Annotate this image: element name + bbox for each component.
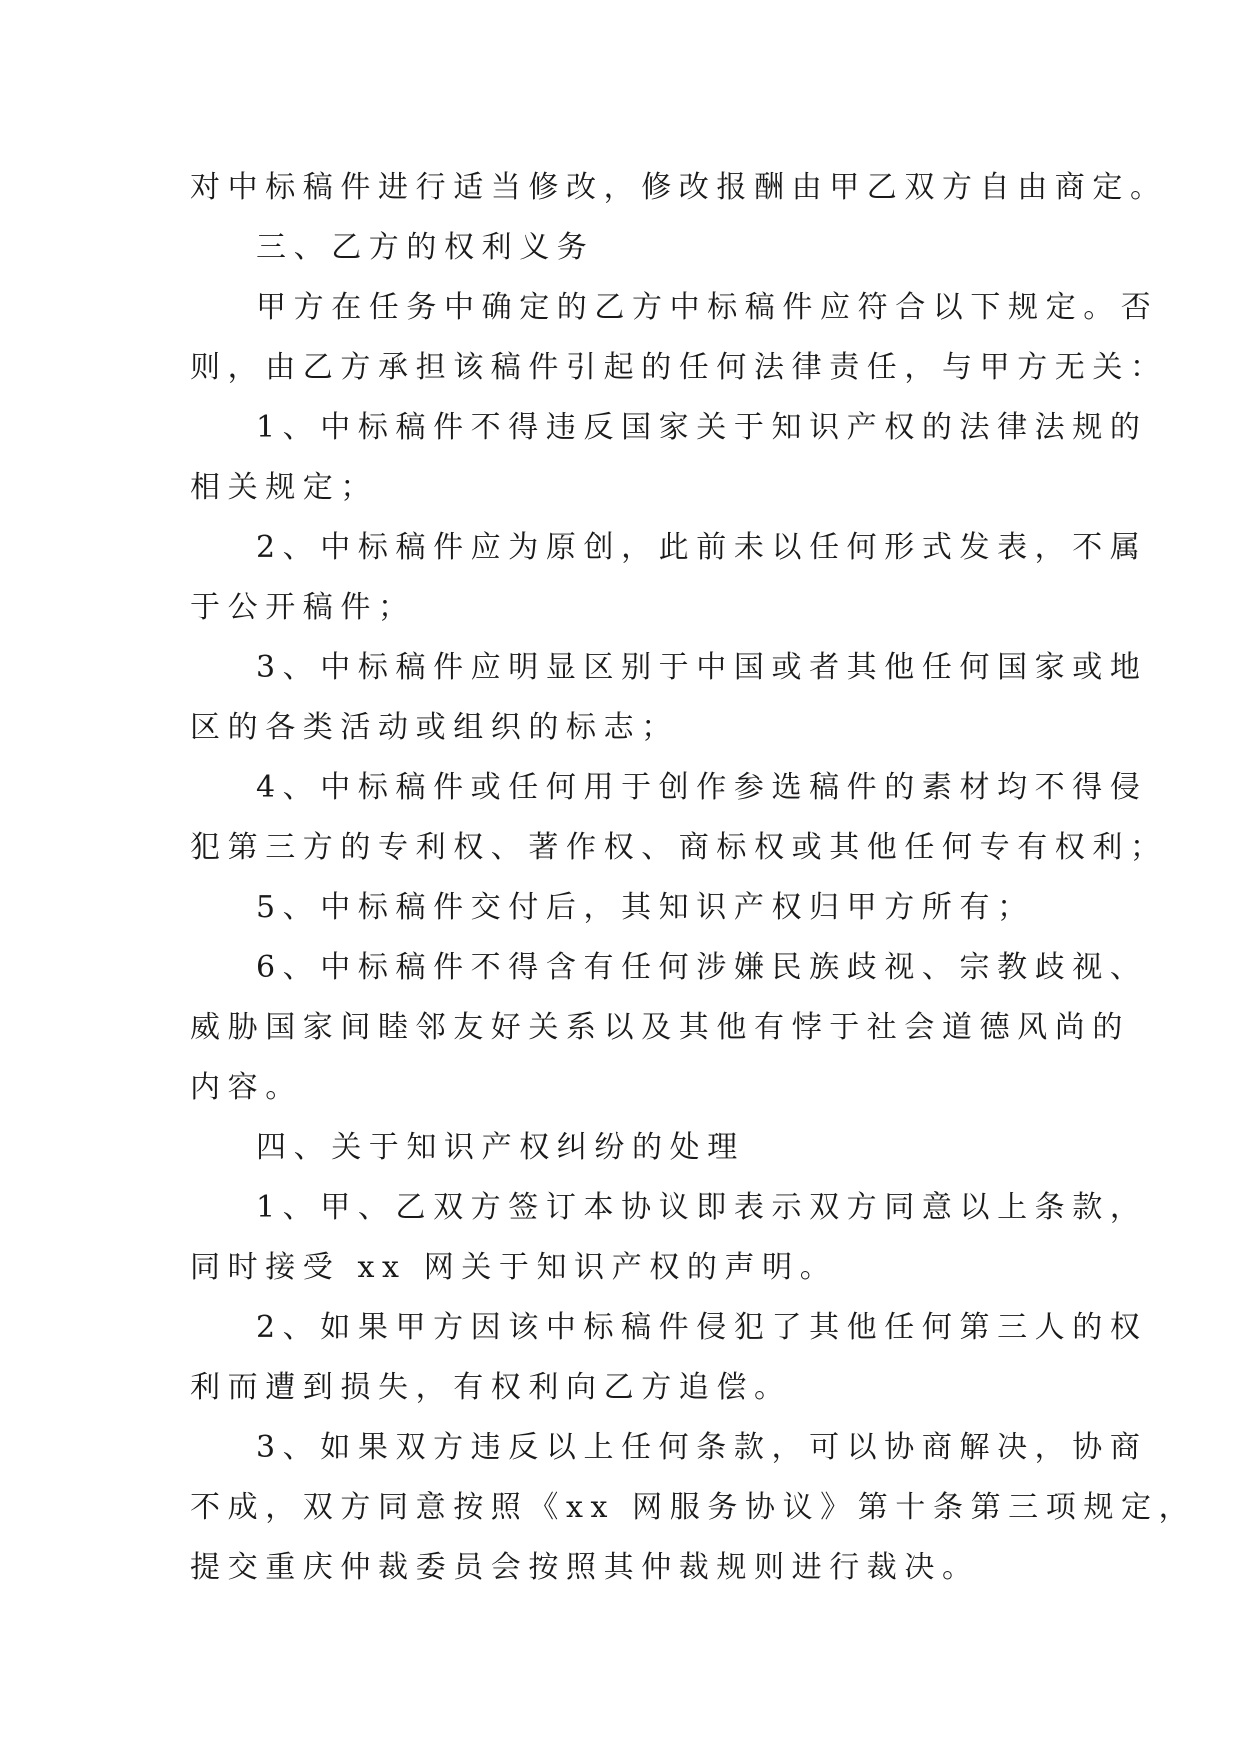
paragraph-line: 甲方在任务中确定的乙方中标稿件应符合以下规定。否 [256, 290, 1159, 325]
list-item-line: 区的各类活动或组织的标志； [190, 710, 679, 745]
paragraph-line: 对中标稿件进行适当修改，修改报酬由甲乙双方自由商定。 [190, 170, 1168, 205]
section-heading: 四、关于知识产权纠纷的处理 [256, 1130, 745, 1165]
list-item-line: 3、如果双方违反以上任何条款，可以协商解决，协商 [256, 1430, 1148, 1465]
list-item-line: 1、甲、乙双方签订本协议即表示双方同意以上条款， [256, 1190, 1148, 1225]
list-item-line: 2、如果甲方因该中标稿件侵犯了其他任何第三人的权 [256, 1310, 1148, 1345]
list-item-line: 威胁国家间睦邻友好关系以及其他有悖于社会道德风尚的 [190, 1010, 1130, 1045]
list-item-line: 提交重庆仲裁委员会按照其仲裁规则进行裁决。 [190, 1550, 980, 1585]
list-item-line: 于公开稿件； [190, 590, 416, 625]
list-item-line: 1、中标稿件不得违反国家关于知识产权的法律法规的 [256, 410, 1148, 445]
section-heading: 三、乙方的权利义务 [256, 230, 595, 265]
list-item-line: 3、中标稿件应明显区别于中国或者其他任何国家或地 [256, 650, 1148, 685]
list-item-line: 内容。 [190, 1070, 303, 1105]
list-item-line: 同时接受 xx 网关于知识产权的声明。 [190, 1250, 838, 1285]
list-item-line: 犯第三方的专利权、著作权、商标权或其他任何专有权利； [190, 830, 1168, 865]
list-item-line: 利而遭到损失，有权利向乙方追偿。 [190, 1370, 792, 1405]
list-item-line: 不成，双方同意按照《xx 网服务协议》第十条第三项规定， [190, 1490, 1197, 1525]
list-item-line: 6、中标稿件不得含有任何涉嫌民族歧视、宗教歧视、 [256, 950, 1148, 985]
list-item-line: 2、中标稿件应为原创，此前未以任何形式发表，不属 [256, 530, 1148, 565]
list-item-line: 5、中标稿件交付后，其知识产权归甲方所有； [256, 890, 1035, 925]
paragraph-line: 则，由乙方承担该稿件引起的任何法律责任，与甲方无关： [190, 350, 1168, 385]
list-item-line: 相关规定； [190, 470, 378, 505]
list-item-line: 4、中标稿件或任何用于创作参选稿件的素材均不得侵 [256, 770, 1148, 805]
document-body [190, 158, 1197, 1598]
